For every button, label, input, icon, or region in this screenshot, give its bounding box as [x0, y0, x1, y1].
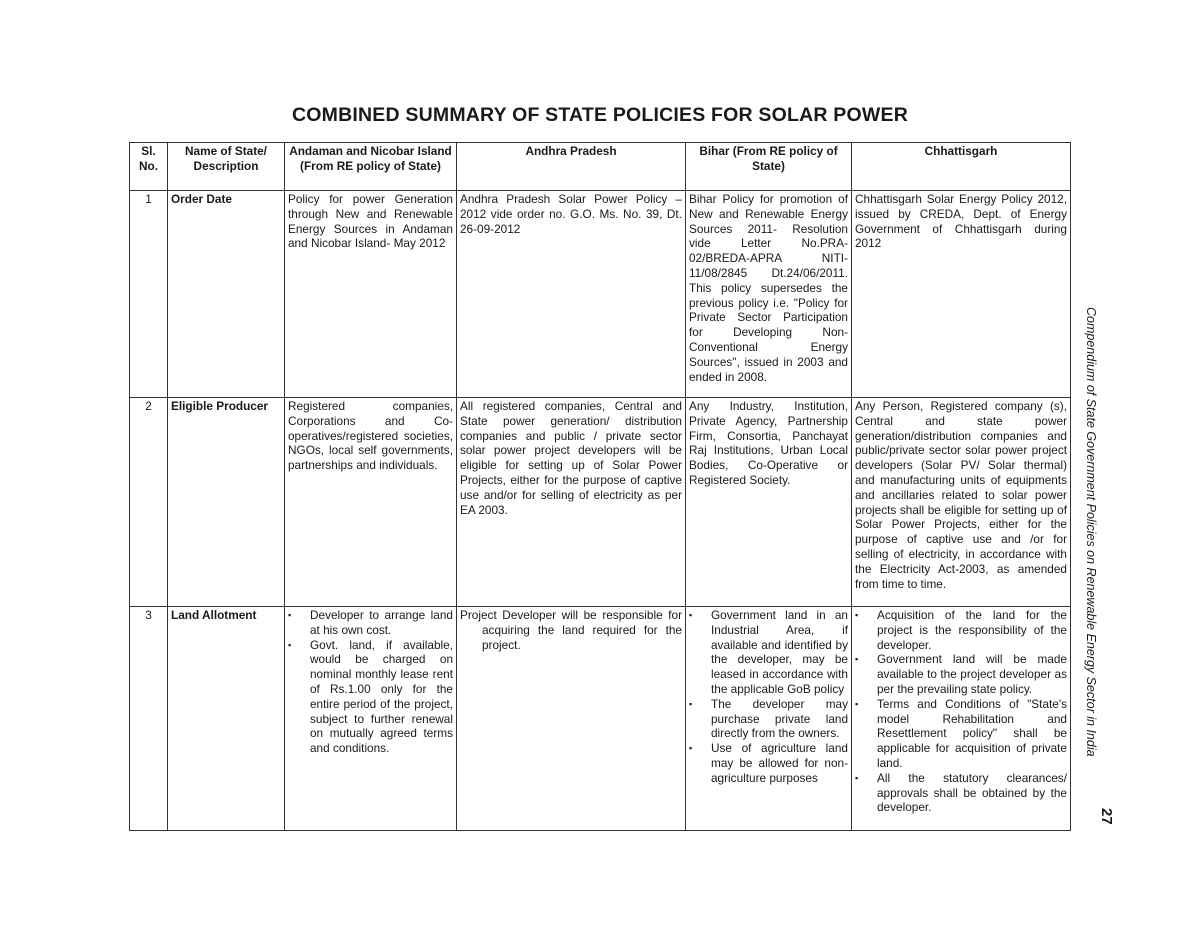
cell-text: Project Developer will be responsible for acquiring the land required for the project.	[460, 608, 682, 652]
list-item: ▪ Government land will be made available to the project developer as per the prevailing state policy.	[855, 652, 1067, 696]
row-sl-no: 3	[130, 607, 168, 831]
policy-summary-table	[129, 142, 1071, 831]
cell-andaman	[285, 607, 457, 831]
header-chhattisgarh: Chhattisgarh	[852, 143, 1071, 191]
page-number: 27	[1098, 808, 1115, 825]
header-state-description: Name of State/ Description	[168, 143, 285, 191]
bullet-list	[855, 608, 1067, 815]
list-item: ▪ Government land in an Industrial Area, if available and identified by the developer, may be leased in accordance with the applicable GoB policy	[689, 608, 848, 697]
list-item: ▪ Use of agriculture land may be allowed for non-agriculture purposes	[689, 741, 848, 785]
list-item: ▪ Acquisition of the land for the project is the responsibility of the developer.	[855, 608, 1067, 652]
row-description: Land Allotment	[168, 607, 285, 831]
side-caption-text: Compendium of State Government Policies on Renewable Energy Sector in India	[1084, 307, 1098, 757]
cell-bihar	[686, 607, 852, 831]
cell-andaman: Policy for power Generation through New and Renewable Energy Sources in Andaman and Nicobar Island- May 2012	[285, 191, 457, 398]
bullet-list	[689, 608, 848, 786]
row-sl-no: 2	[130, 398, 168, 607]
row-description: Order Date	[168, 191, 285, 398]
list-item: ▪ Govt. land, if available, would be charged on nominal monthly lease rent of Rs.1.00 only for the entire period of the project, subject to further renewal on mutually agreed terms and conditions.	[288, 638, 453, 756]
cell-chhattisgarh: Chhattisgarh Solar Energy Policy 2012, issued by CREDA, Dept. of Energy Government of Chhattisgarh during 2012	[852, 191, 1071, 398]
list-item: ▪ All the statutory clearances/ approvals shall be obtained by the developer.	[855, 771, 1067, 815]
table-header-row	[130, 143, 1071, 191]
list-item: ▪ The developer may purchase private land directly from the owners.	[689, 697, 848, 741]
row-description: Eligible Producer	[168, 398, 285, 607]
header-andhra: Andhra Pradesh	[457, 143, 686, 191]
cell-chhattisgarh	[852, 607, 1071, 831]
bullet-list	[288, 608, 453, 756]
page-title: COMBINED SUMMARY OF STATE POLICIES FOR SOLAR POWER	[292, 104, 908, 126]
list-item: ▪ Terms and Conditions of "State's model Rehabilitation and Resettlement policy" shall be applicable for acquisition of private land.	[855, 697, 1067, 771]
cell-bihar: Any Industry, Institution, Private Agency, Partnership Firm, Consortia, Panchayat Raj Institutions, Urban Local Bodies, Co-Operative or Registered Society.	[686, 398, 852, 607]
table-row	[130, 607, 1071, 831]
table-row	[130, 398, 1071, 607]
table-row	[130, 191, 1071, 398]
header-andaman: Andaman and Nicobar Island (From RE policy of State)	[285, 143, 457, 191]
header-sl-no: Sl. No.	[130, 143, 168, 191]
cell-bihar: Bihar Policy for promotion of New and Renewable Energy Sources 2011- Resolution vide Letter No.PRA-02/BREDA-APRA NITI-11/08/2845 Dt.24/06/2011. This policy supersedes the previous policy i.e. "Policy for Private Sector Participation for Developing Non-Conventional Energy Sources", issued in 2003 and ended in 2008.	[686, 191, 852, 398]
cell-andhra: All registered companies, Central and State power generation/ distribution companies and public / private sector solar power project developers will be eligible for setting up of Solar Power Projects, either for the purpose of captive use and/or for selling of electricity as per EA 2003.	[457, 398, 686, 607]
header-bihar: Bihar (From RE policy of State)	[686, 143, 852, 191]
side-caption	[1074, 232, 1108, 832]
cell-andaman: Registered companies, Corporations and Co-operatives/registered societies, NGOs, local self governments, partnerships and individuals.	[285, 398, 457, 607]
list-item: ▪ Developer to arrange land at his own cost.	[288, 608, 453, 638]
cell-andhra	[457, 607, 686, 831]
cell-chhattisgarh: Any Person, Registered company (s), Central and state power generation/distribution companies and public/private sector solar power project developers (Solar PV/ Solar thermal) and manufacturing units of equipments and ancillaries related to solar power projects shall be eligible for setting up of Solar Power Projects, either for the purpose of captive use and /or for selling of electricity, in accordance with the Electricity Act-2003, as amended from time to time.	[852, 398, 1071, 607]
row-sl-no: 1	[130, 191, 168, 398]
cell-andhra: Andhra Pradesh Solar Power Policy – 2012 vide order no. G.O. Ms. No. 39, Dt. 26-09-2012	[457, 191, 686, 398]
